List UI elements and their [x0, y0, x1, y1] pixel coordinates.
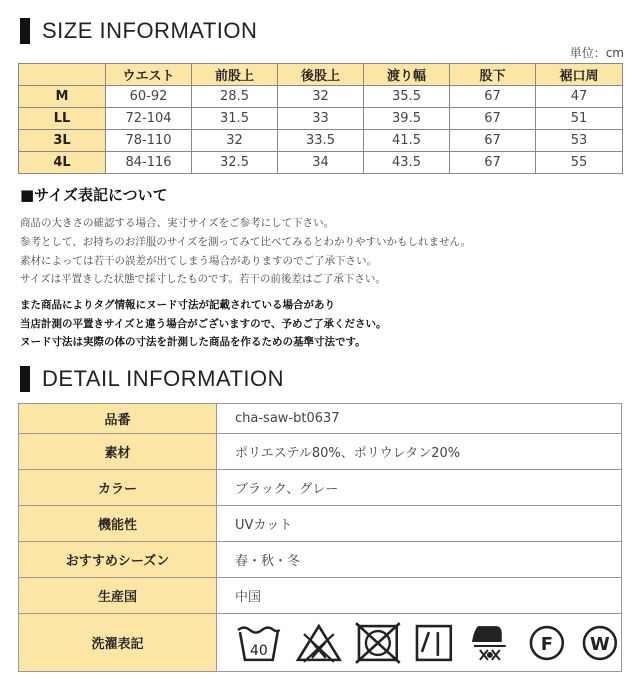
table-row: [19, 108, 623, 130]
wash-temp-label: 40: [250, 642, 268, 659]
cell: 53: [536, 130, 623, 152]
detail-key: 素材: [19, 434, 217, 470]
cell: 51: [536, 108, 623, 130]
header-cell: [19, 64, 106, 86]
table-row: [19, 614, 622, 672]
detail-value: cha-saw-bt0637: [217, 404, 622, 434]
header-cell: 渡り幅: [364, 64, 450, 86]
detail-value: 春・秋・冬: [217, 542, 622, 578]
header-cell: ウエスト: [106, 64, 192, 86]
care-icons-cell: [217, 614, 622, 672]
wet-clean-letter: W: [590, 633, 611, 655]
table-row: [19, 130, 623, 152]
note-line: サイズは平置きした状態で採寸したものです。若干の前後差はご了承下さい。: [20, 273, 386, 285]
size-table: [18, 63, 623, 174]
detail-key: 生産国: [19, 578, 217, 614]
cell: 41.5: [364, 130, 450, 152]
section-marker: [20, 366, 30, 392]
dry-clean-f-icon: [526, 622, 568, 664]
table-row: [19, 152, 623, 174]
size-section-title: SIZE INFORMATION: [42, 18, 258, 43]
cell: 34: [278, 152, 364, 174]
care-icons: [235, 622, 621, 664]
cell: 35.5: [364, 86, 450, 108]
cell: 43.5: [364, 152, 450, 174]
cell: 47: [536, 86, 623, 108]
table-row: [19, 404, 622, 434]
detail-key: 機能性: [19, 506, 217, 542]
section-marker: [20, 18, 30, 44]
dry-clean-letter: F: [540, 633, 553, 655]
detail-value: ブラック、グレー: [217, 470, 622, 506]
size-label: LL: [19, 108, 106, 130]
size-label: M: [19, 86, 106, 108]
cell: 33: [278, 108, 364, 130]
detail-key: 洗濯表記: [19, 614, 217, 672]
note-line: 商品の大きさの確認する場合、実寸サイズをご参考にして下さい。: [20, 217, 335, 229]
detail-key: カラー: [19, 470, 217, 506]
detail-key: 品番: [19, 404, 217, 434]
header-cell: 裾口周: [536, 64, 623, 86]
note-bold-line: ヌード寸法は実際の体の寸法を計測した商品を作るための基準寸法です。: [20, 336, 366, 348]
header-cell: 股下: [450, 64, 536, 86]
table-row: [19, 470, 622, 506]
no-tumble-dry-icon: [354, 622, 402, 664]
header-cell: 後股上: [278, 64, 364, 86]
detail-table: [18, 403, 622, 672]
detail-value: 中国: [217, 578, 622, 614]
detail-value: UVカット: [217, 506, 622, 542]
size-label: 3L: [19, 130, 106, 152]
cell: 33.5: [278, 130, 364, 152]
detail-value: ポリエステル80%、ポリウレタン20%: [217, 434, 622, 470]
wash-40-icon: [235, 622, 283, 664]
size-label: 4L: [19, 152, 106, 174]
table-row: [19, 86, 623, 108]
note-line: 素材によっては若干の誤差が出てしまう場合がありますのでご了承下さい。: [20, 255, 377, 267]
cell: 60-92: [106, 86, 192, 108]
detail-section-header: [20, 366, 284, 392]
no-bleach-icon: [295, 622, 343, 664]
line-dry-icon: [414, 622, 454, 664]
wet-clean-w-icon: [579, 622, 621, 664]
cell: 55: [536, 152, 623, 174]
note-bold-line: また商品によりタグ情報にヌード寸法が記載されている場合があり: [20, 299, 335, 311]
table-row: [19, 506, 622, 542]
table-row: [19, 434, 622, 470]
cell: 84-116: [106, 152, 192, 174]
low-iron-icon: [466, 622, 514, 664]
unit-label: 単位：cm: [569, 46, 624, 60]
detail-key: おすすめシーズン: [19, 542, 217, 578]
cell: 67: [450, 108, 536, 130]
cell: 39.5: [364, 108, 450, 130]
table-row: [19, 578, 622, 614]
cell: 67: [450, 86, 536, 108]
cell: 32: [278, 86, 364, 108]
cell: 72-104: [106, 108, 192, 130]
cell: 67: [450, 130, 536, 152]
cell: 32.5: [192, 152, 278, 174]
cell: 28.5: [192, 86, 278, 108]
note-line: 参考として、お持ちのお洋服のサイズを測ってみて比べてみるとわかりやすいかもしれません。: [20, 236, 472, 248]
table-row: [19, 542, 622, 578]
size-notes-title: ■サイズ表記について: [20, 186, 168, 204]
detail-section-title: DETAIL INFORMATION: [42, 366, 285, 391]
cell: 32: [192, 130, 278, 152]
size-table-header: [19, 64, 623, 86]
cell: 78-110: [106, 130, 192, 152]
note-bold-line: 当店計測の平置きサイズと違う場合がございますので、予めご了承ください。: [20, 318, 387, 330]
cell: 67: [450, 152, 536, 174]
header-cell: 前股上: [192, 64, 278, 86]
size-section-header: [20, 18, 257, 44]
cell: 31.5: [192, 108, 278, 130]
